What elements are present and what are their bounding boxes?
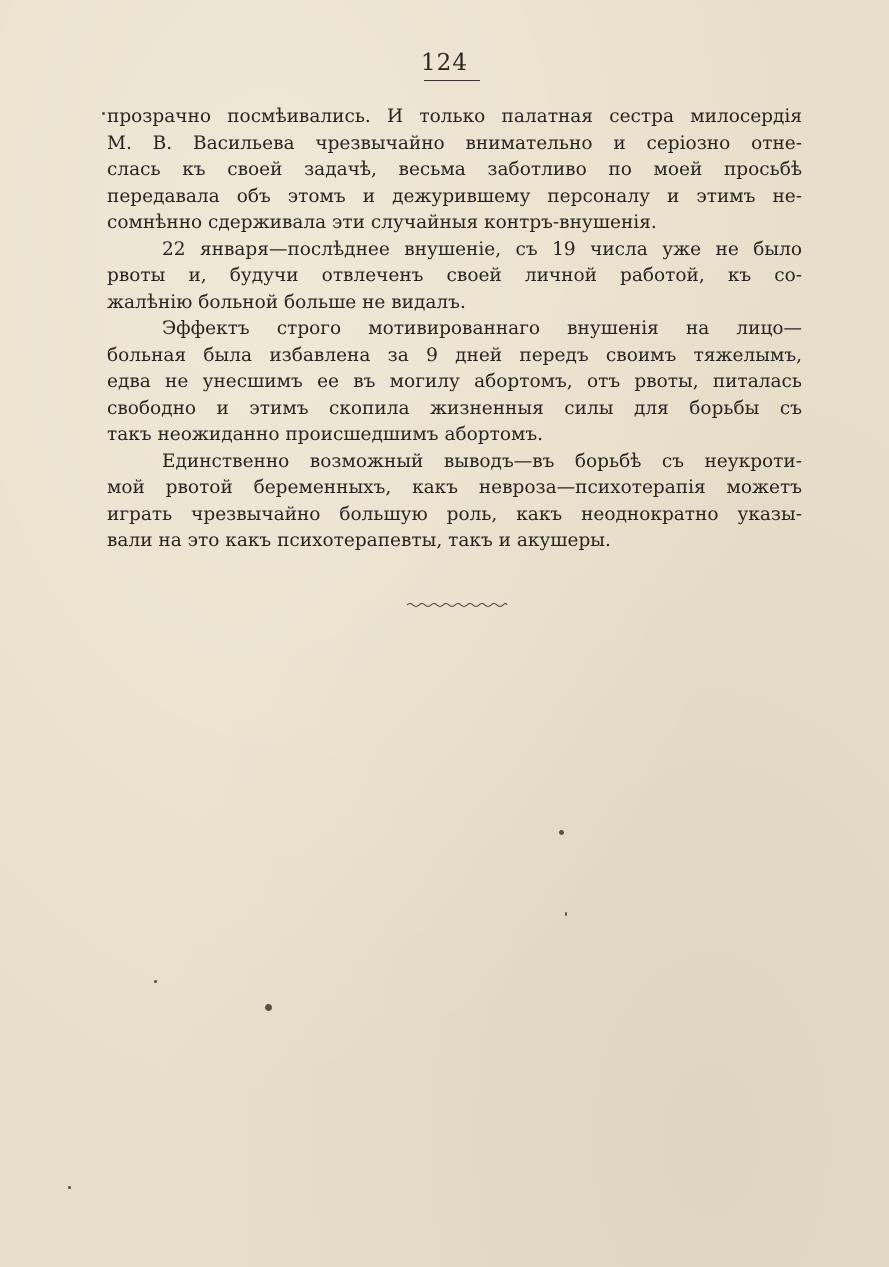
paragraph	[107, 104, 802, 237]
text-line: едва не унесшимъ ее въ могилу абортомъ, отъ рвоты, питалась	[107, 371, 802, 392]
text-line: рвоты и, будучи отвлеченъ своей личной работой, къ со-	[107, 265, 802, 286]
text-line: играть чрезвычайно большую роль, какъ неоднократно указы-	[107, 503, 802, 525]
text-line: прозрачно посмѣивались. И только палатная сестра милосердія	[107, 106, 802, 127]
paper-speck	[102, 112, 105, 115]
page-number-rule	[424, 80, 480, 81]
page-number: 124	[421, 50, 468, 76]
paragraph	[107, 449, 802, 555]
paper-speck	[154, 980, 157, 983]
paragraph	[107, 237, 802, 317]
text-line: 22 января—послѣднее внушеніе, съ 19 числа уже не было	[162, 238, 802, 260]
text-line: больная была избавлена за 9 дней передъ своимъ тяжелымъ,	[107, 344, 802, 366]
text-line: такъ неожиданно происшедшимъ абортомъ.	[107, 424, 544, 445]
text-line: передавала объ этомъ и дежурившему персоналу и этимъ не-	[107, 185, 802, 207]
paragraph	[107, 316, 802, 449]
paper-speck	[565, 912, 567, 916]
text-line: М. В. Васильева чрезвычайно внимательно и серіозно отне-	[107, 132, 802, 154]
paper-speck	[559, 830, 564, 835]
text-line: слась къ своей задачѣ, весьма заботливо по моей просьбѣ	[107, 159, 802, 180]
text-line: сомнѣнно сдерживала эти случайныя контръ-внушенія.	[107, 212, 657, 233]
text-line: Единственно возможный выводъ—въ борьбѣ съ неукроти-	[162, 450, 802, 472]
body-text	[107, 104, 802, 555]
paper-speck	[265, 1004, 272, 1011]
text-line: вали на это какъ психотерапевты, такъ и акушеры.	[107, 530, 611, 551]
paper-speck	[68, 1186, 71, 1189]
text-line: жалѣнію больной больше не видалъ.	[107, 291, 466, 313]
text-line: свободно и этимъ скопила жизненныя силы для борьбы съ	[107, 397, 802, 419]
ornament-divider	[405, 600, 509, 610]
text-line: мой рвотой беременныхъ, какъ невроза—психотерапія можетъ	[107, 477, 802, 498]
text-line: Эффектъ строго мотивированнаго внушенія на лицо—	[162, 318, 802, 339]
